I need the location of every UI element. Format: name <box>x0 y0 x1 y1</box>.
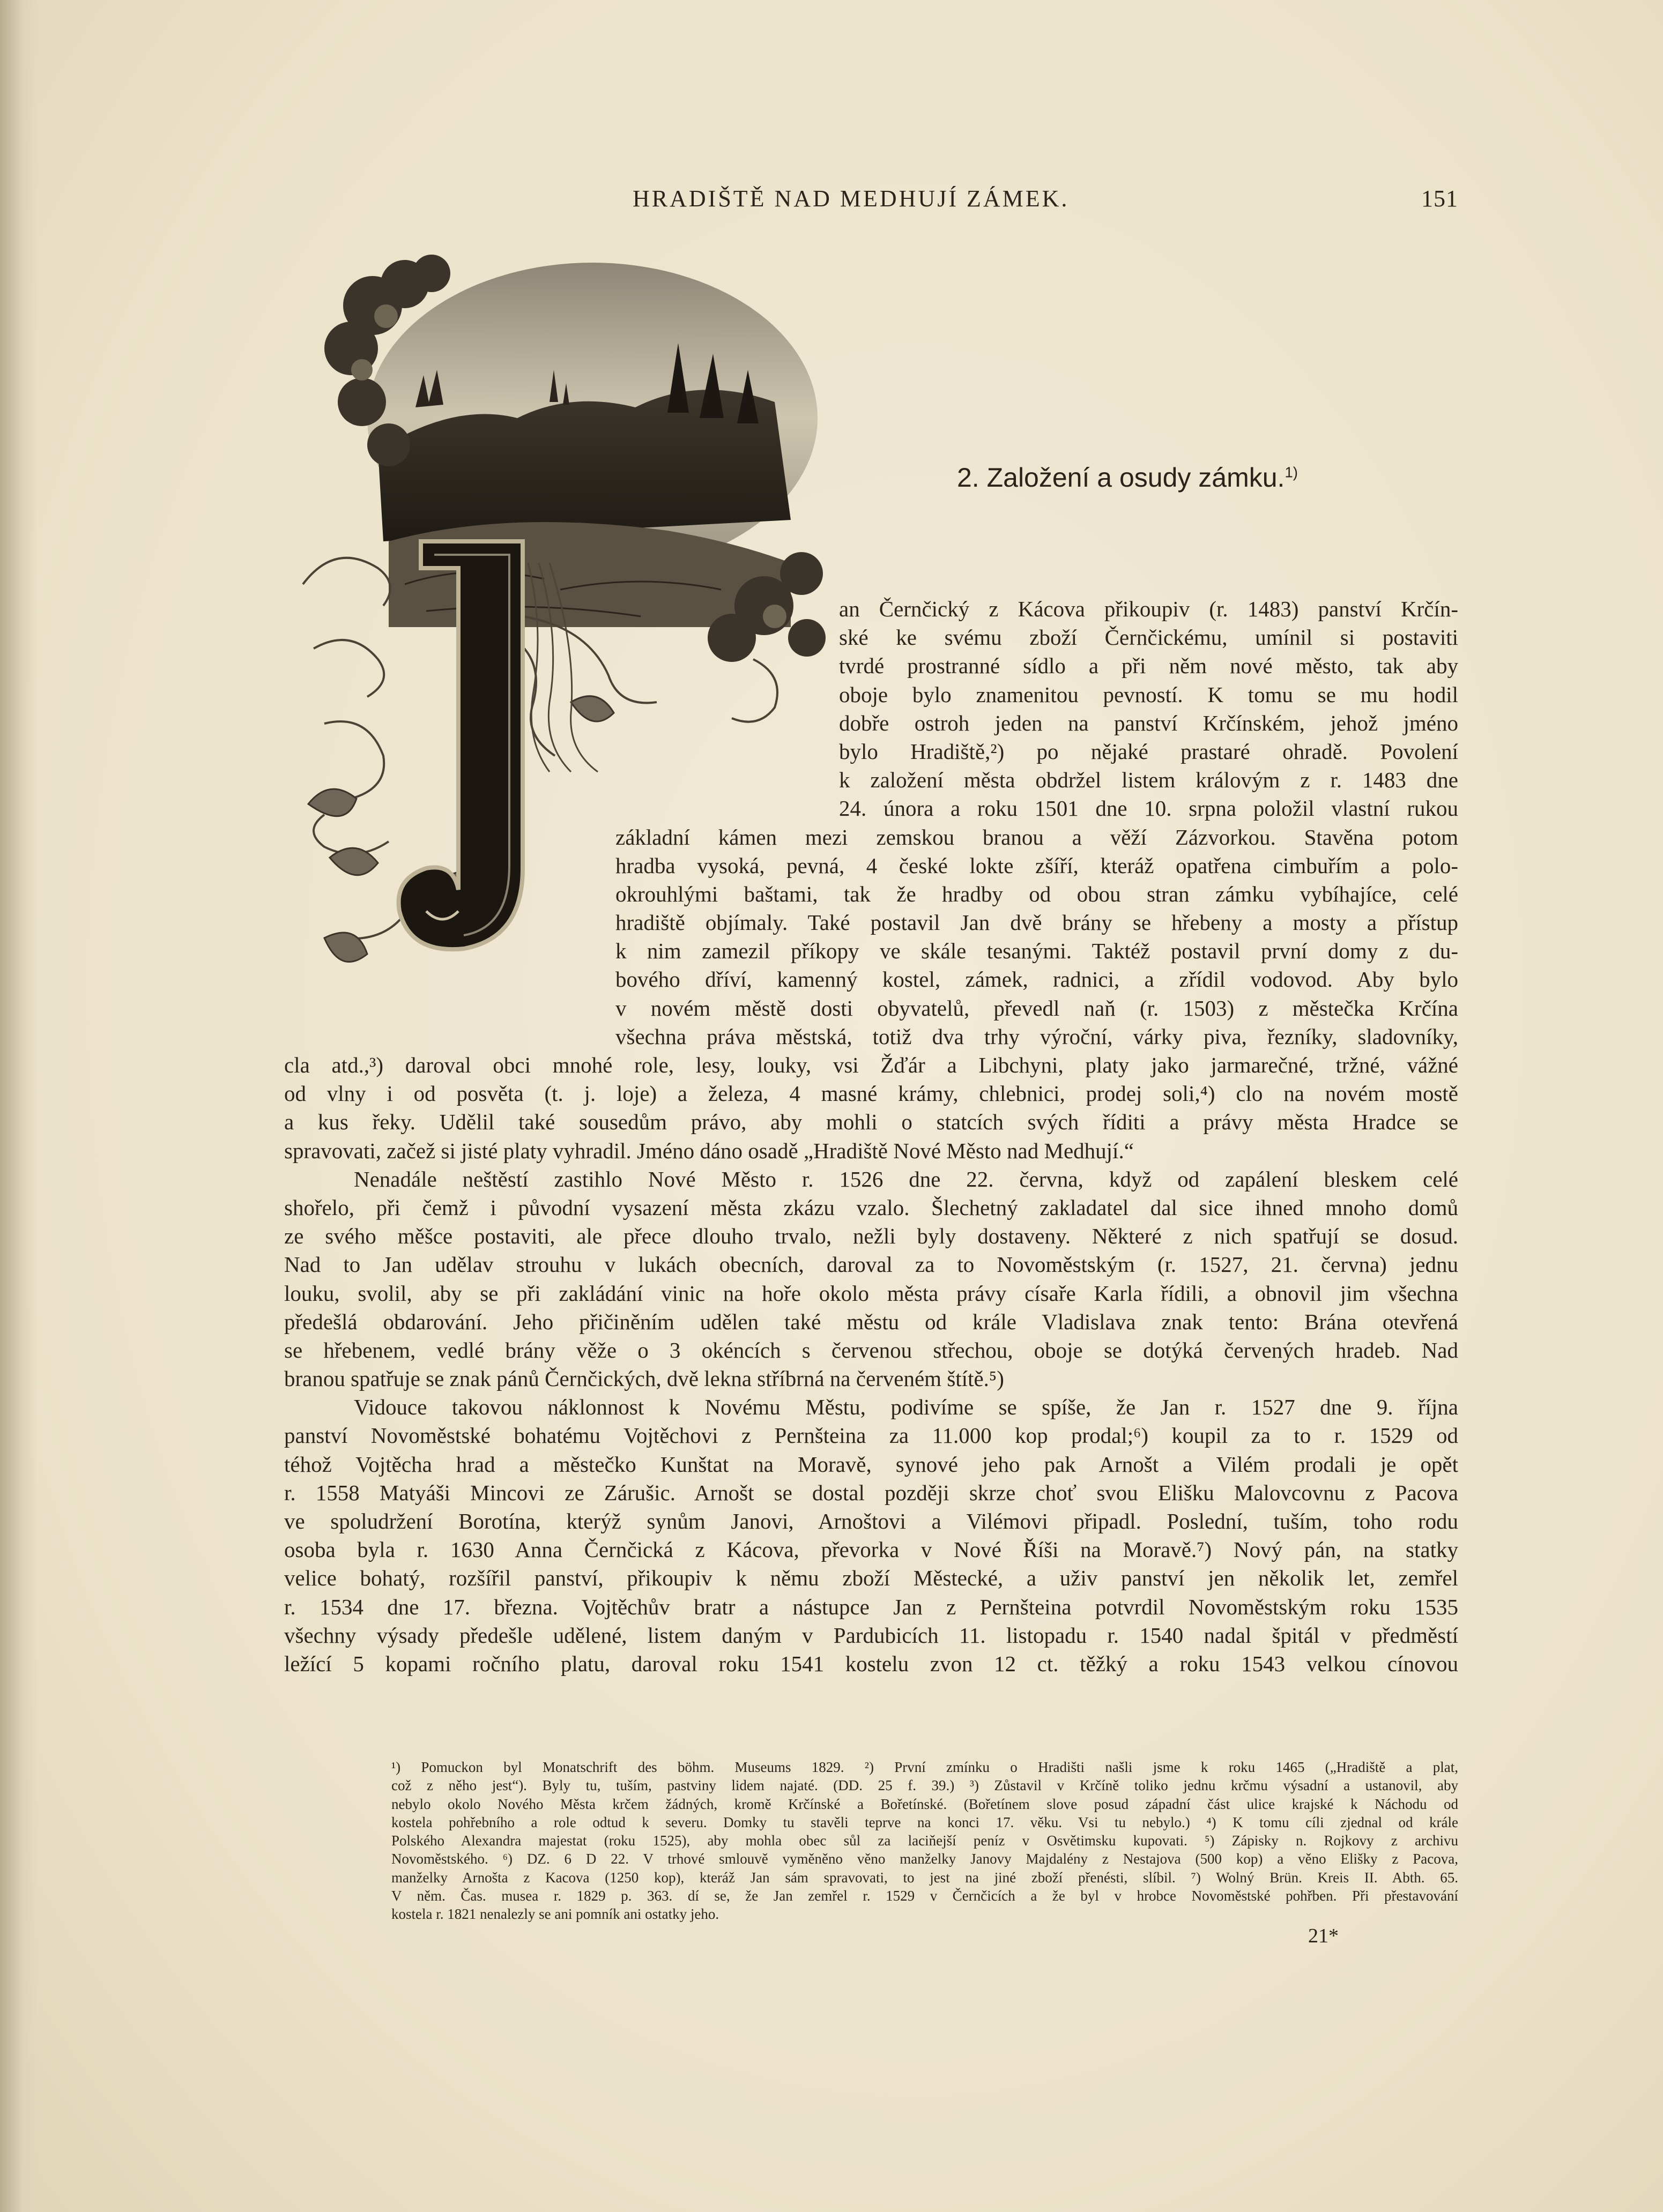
section-title-text: 2. Založení a osudy zámku. <box>957 462 1285 493</box>
body-line: shořelo, při čemž i původní vysazení města zkázu vzalo. Šlechetný zakladatel dal sice ihned mnoho domů <box>284 1195 1458 1220</box>
body-line: ské ke svému zboží Černčickému, umínil si postaviti <box>839 625 1458 650</box>
body-line: všechna práva městská, totiž dva trhy výroční, várky piva, řezníky, sladovníky, <box>615 1024 1458 1049</box>
footnote-line: kostela pohřebního a role odtud k severu. Domky tu stavěli teprve na konci 17. věku. Vsi tu nebylo.) ⁴) K tomu cíli zjednal od krále <box>391 1814 1458 1830</box>
book-spine-shadow <box>0 0 38 2212</box>
body-line: an Černčický z Kácova přikoupiv (r. 1483) panství Krčín- <box>839 597 1458 621</box>
body-line: předešlá obdarování. Jeho přičiněním udělen také městu od krále Vladislava znak tento: Brána otevřená <box>284 1309 1458 1334</box>
body-line: velice bohatý, rozšířil panství, přikoupiv k němu zboží Městecké, a uživ panství jen několik let, zemřel <box>284 1566 1458 1591</box>
footnote-line: Polského Alexandra majestat (roku 1525), aby mohla obec sůl za laciňejší peníz v Osvětimsku kupovati. ⁵) Zápisky n. Rojkovy z archivu <box>391 1833 1458 1849</box>
body-line: k založení města obdržel listem královým z r. 1483 dne <box>839 768 1458 793</box>
body-line: 24. února a roku 1501 dne 10. srpna položil vlastní rukou <box>839 796 1458 821</box>
body-line: a kus řeky. Udělil také sousedům právo, aby mohli o statcích svých říditi a právy města Hradce se <box>284 1109 1458 1135</box>
printer-signature-mark: 21* <box>1308 1925 1339 1947</box>
body-line: osoba byla r. 1630 Anna Černčická z Kácova, převorka v Nové Říši na Moravě.⁷) Nový pán, na statky <box>284 1537 1458 1562</box>
body-line: Vidouce takovou náklonnost k Novému Městu, podivíme se spíše, že Jan r. 1527 dne 9. října <box>354 1395 1458 1420</box>
body-line: oboje bylo znamenitou pevností. K tomu se mu hodil <box>839 682 1458 707</box>
body-line: okrouhlými baštami, tak že hradby od obou stran zámku vybíhajíce, celé <box>615 881 1458 906</box>
body-line: tvrdé prostranné sídlo a při něm nové město, tak aby <box>839 653 1458 679</box>
initial-letter-text: J <box>469 773 471 779</box>
footnote-line: nebylo okolo Nového Města krčem žádných, kromě Krčínské a Bořetínské. (Bořetínem slove posud západní část ulice krajské k Náchodu od <box>391 1796 1458 1812</box>
footnote-line: ¹) Pomuckon byl Monatschrift des böhm. Museums 1829. ²) První zmínku o Hradišti našli jsme k roku 1465 („Hradiště a plat, <box>391 1759 1458 1775</box>
body-line: základní kámen mezi zemskou branou a věží Zázvorkou. Stavěna potom <box>615 824 1458 850</box>
body-line: r. 1558 Matyáši Mincovi ze Zárušic. Arnošt se dostal později skrze choť svou Elišku Malovcovnu z Pacova <box>284 1480 1458 1505</box>
body-line: branou spatřuje se znak pánů Černčických, dvě lekna stříbrná na červeném štítě.⁵) <box>284 1366 1004 1391</box>
body-line: téhož Vojtěcha hrad a městečko Kunštat na Moravě, synové jeho pak Arnošt a Vilém prodali je opět <box>284 1451 1458 1477</box>
footnotes <box>391 1758 1458 1924</box>
section-title <box>957 462 1298 493</box>
body-line: ve spoludržení Borotína, kterýž synům Janovi, Arnoštovi a Vilémovi připadl. Poslední, tuším, toho rodu <box>284 1509 1458 1533</box>
body-line: hradba vysoká, pevná, 4 české lokte zšíří, kteráž opatřena cimbuřím a polo- <box>615 853 1458 878</box>
body-line: ze svého měšce postaviti, ale přece dlouho trvalo, nežli byly dostaveny. Některé z nich spatřují se dosud. <box>284 1224 1458 1249</box>
body-line: spravovati, začež si jisté platy vyhradil. Jméno dáno osadě „Hradiště Nové Město nad Medhují.“ <box>284 1138 1134 1163</box>
body-line: ležící 5 kopami ročního platu, daroval roku 1541 kostelu zvon 12 ct. těžký a roku 1543 velkou cínovou <box>284 1651 1458 1676</box>
body-line: v novém městě dosti obyvatelů, převedl naň (r. 1503) z městečka Krčína <box>615 995 1458 1021</box>
body-line: r. 1534 dne 17. března. Vojtěchův bratr a nástupce Jan z Pernšteina potvrdil Novoměstským roku 1535 <box>284 1594 1458 1619</box>
body-line: od vlny i od posvěta (t. j. loje) a železa, 4 masné krámy, chlebnici, prodej soli,⁴) clo na novém mostě <box>284 1081 1458 1106</box>
body-line: Nad to Jan udělav strouhu v lukách obecních, daroval za to Novoměstským (r. 1527, 21. června) jednu <box>284 1252 1458 1277</box>
body-line: Nenadále neštěstí zastihlo Nové Město r. 1526 dne 22. června, když od zapálení bleskem celé <box>354 1166 1458 1191</box>
footnote-line: V něm. Čas. musea r. 1829 p. 363. dí se, že Jan zemřel r. 1529 v Černčicích a že byl v hrobce Novoměstské pohřben. Při přestavování <box>391 1888 1458 1904</box>
body-line: všechny výsady předešle udělené, listem daným v Pardubicích 11. listopadu r. 1540 nadal špitál v předměstí <box>284 1622 1458 1648</box>
body-line: hradiště objímaly. Také postavil Jan dvě brány se hřebeny a mosty a přístup <box>615 910 1458 935</box>
footnote-line: Novoměstského. ⁶) DZ. 6 D 22. V trhové smlouvě vyměněno věno manželky Janovy Majdalény z Nestajova (500 kop) a věno Elišky z Pacova, <box>391 1851 1458 1867</box>
body-line: panství Novoměstské bohatému Vojtěchovi z Pernšteina za 11.000 kop prodal;⁶) koupil za to r. 1529 od <box>284 1423 1458 1448</box>
body-line: se hřebenem, vedlé brány věže o 3 okéncích s červenou střechou, oboje se dotýká červených hradeb. Nad <box>284 1337 1458 1362</box>
footnote-line: manželky Arnošta z Kacova (1250 kop), kteráž Jan sám spravovati, to jest na jiné zboží přenésti, slíbil. ⁷) Wolný Brün. Kreis II. Abth. 65. <box>391 1869 1458 1886</box>
body-line: bového dříví, kamenný kostel, zámek, radnici, a zřídil vodovod. Aby bylo <box>615 967 1458 992</box>
footnote-line: kostela r. 1821 nenalezly se ani pomník ani ostatky jeho. <box>391 1906 719 1923</box>
body-line: k nim zamezil příkopy ve skále tesanými. Taktéž postavil první domy z du- <box>615 939 1458 964</box>
page-header <box>273 185 1458 222</box>
section-title-footnote-ref: 1) <box>1285 463 1298 480</box>
footnote-line: což z něho jest“). Byly tu, tuším, pastviny lidem najaté. (DD. 25 f. 39.) ³) Zůstavil v Krčíně toliko jednu krčmu výsadní a ustanovil, aby <box>391 1777 1458 1794</box>
running-title: HRADIŠTĚ NAD MEDHUJÍ ZÁMEK. <box>633 185 1070 212</box>
body-line: louku, svolil, aby se při zakládání vinic na hoře okolo města právy císaře Karla řídili, a obnovil jim všechna <box>284 1280 1458 1306</box>
body-line: cla atd.,³) daroval obci mnohé role, lesy, louky, vsi Žďár a Libchyni, platy jako jarmarečné, tržné, vážné <box>284 1053 1458 1077</box>
body-line: bylo Hradiště,²) po nějaké prastaré ohradě. Povolení <box>839 739 1458 764</box>
body-text <box>284 595 1458 1678</box>
body-line: dobře ostroh jeden na panství Krčínském, jehož jméno <box>839 710 1458 735</box>
page-number: 151 <box>1421 185 1458 212</box>
